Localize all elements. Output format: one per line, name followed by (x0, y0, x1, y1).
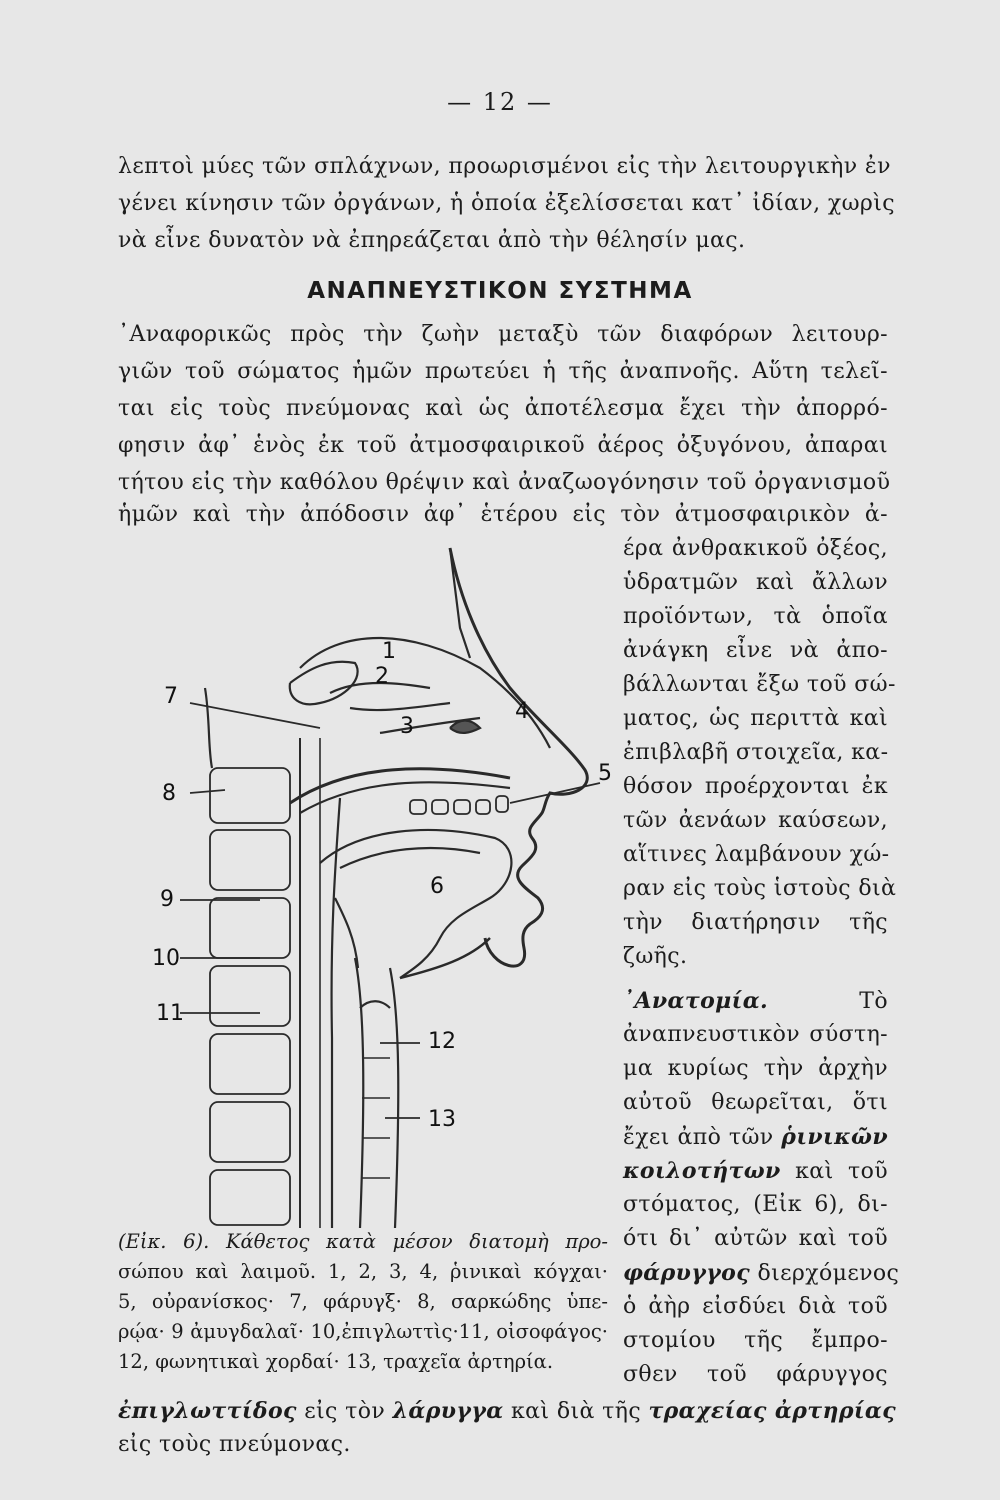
figure-label-9: 9 (160, 887, 174, 912)
term-larygga: λάρυγγα (392, 1398, 504, 1424)
figure-label-3: 3 (400, 714, 414, 739)
column-line-5: βάλλωνται ἔξω τοῦ σώ- (623, 672, 896, 697)
anatomy-line-6: στόματος, (Εἰκ 6), δι- (623, 1192, 888, 1217)
intro-line-1: λεπτοὶ μύες τῶν σπλάχνων, προωρισμένοι εἰς τὴν λειτουργικὴν ἐν (118, 154, 891, 179)
caption-line-4: ρῴα· 9 ἀμυγδαλαῖ· 10,ἐπιγλωττὶς·11, οἰσοφάγος· (118, 1320, 608, 1343)
body-line-6: ἡμῶν καὶ τὴν ἀπόδοσιν ἀφ᾽ ἑτέρου εἰς τὸν ἀτμοσφαιρικὸν ἀ- (118, 502, 888, 527)
figure-label-6: 6 (430, 874, 444, 899)
figure-label-12: 12 (428, 1029, 456, 1054)
figure-label-4: 4 (515, 699, 529, 724)
figure-label-8: 8 (162, 781, 176, 806)
figure-label-11: 11 (156, 1001, 184, 1026)
body-line-1: ᾿Αναφορικῶς πρὸς τὴν ζωὴν μεταξὺ τῶν διαφόρων λειτουρ- (118, 322, 888, 347)
figure-label-5: 5 (598, 761, 612, 786)
final-text-2: καὶ διὰ τῆς (511, 1399, 642, 1424)
column-line-6: ματος, ὡς περιττὰ καὶ (623, 706, 888, 731)
anatomy-line-9: ὁ ἀὴρ εἰσδύει διὰ τοῦ (623, 1294, 888, 1319)
figure-label-2: 2 (375, 664, 389, 689)
intro-line-3: νὰ εἶνε δυνατὸν νὰ ἐπηρεάζεται ἀπὸ τὴν θέλησίν μας. (118, 228, 746, 253)
term-tracheias: τραχείας ἀρτηρίας (648, 1398, 897, 1424)
anatomy-line-11: σθεν τοῦ φάρυγγος (623, 1362, 888, 1387)
column-line-4: ἀνάγκη εἶνε νὰ ἀπο- (623, 638, 888, 663)
section-heading: ΑΝΑΠΝΕΥΣΤΙΚΟΝ ΣΥΣΤΗΜΑ (307, 278, 693, 304)
anatomy-line-8-text: διερχόμενος (757, 1261, 900, 1286)
anatomy-line-4 (623, 1120, 888, 1155)
figure-label-1: 1 (382, 639, 396, 664)
anatomy-line-2: μα κυρίως τὴν ἀρχὴν (623, 1056, 888, 1081)
column-line-11: ραν εἰς τοὺς ἱστοὺς διὰ (623, 876, 897, 901)
column-line-12: τὴν διατήρησιν τῆς (623, 910, 888, 935)
final-text-1: εἰς τὸν (304, 1399, 386, 1424)
anatomy-first-word: Τὸ (859, 989, 888, 1014)
column-line-7: ἐπιβλαβῆ στοιχεῖα, κα- (623, 740, 889, 765)
figure-label-10: 10 (152, 946, 180, 971)
body-line-5: τήτου εἰς τὴν καθόλου θρέψιν καὶ ἀναζωογόνησιν τοῦ ὀργανισμοῦ (118, 470, 891, 495)
anatomy-figure (150, 538, 620, 1228)
final-line-2: εἰς τοὺς πνεύμονας. (118, 1432, 351, 1457)
body-line-2: γιῶν τοῦ σώματος ἡμῶν πρωτεύει ἡ τῆς ἀναπνοῆς. Αὕτη τελεῖ- (118, 359, 888, 384)
sagittal-section-drawing (150, 538, 620, 1228)
anatomy-first-line (623, 984, 888, 1019)
column-line-2: ὑδρατμῶν καὶ ἄλλων (623, 570, 888, 595)
anatomy-line-10: στομίου τῆς ἔμπρο- (623, 1328, 888, 1353)
column-line-1: έρα ἀνθρακικοῦ ὀξέος, (623, 536, 888, 561)
anatomy-line-4-text: ἔχει ἀπὸ τῶν (623, 1125, 774, 1150)
page-number: — 12 — (447, 88, 553, 116)
body-line-3: ται εἰς τοὺς πνεύμονας καὶ ὡς ἀποτέλεσμα ἔχει τὴν ἀπορρό- (118, 396, 888, 421)
column-line-13: ζωῆς. (623, 944, 688, 969)
caption-line-2: σώπου καὶ λαιμοῦ. 1, 2, 3, 4, ῥινικαὶ κόγχαι· (118, 1260, 608, 1283)
anatomy-heading: ᾿Ανατομία. (623, 988, 769, 1014)
term-rinikon: ῥινικῶν (781, 1124, 888, 1150)
anatomy-line-5-text: καὶ τοῦ (795, 1159, 888, 1184)
term-farygos: φάρυγγος (623, 1260, 751, 1286)
caption-line-5: 12, φωνητικαὶ χορδαί· 13, τραχεῖα ἀρτηρία. (118, 1350, 554, 1373)
figure-label-7: 7 (164, 684, 178, 709)
anatomy-line-3: αὐτοῦ θεωρεῖται, ὅτι (623, 1090, 888, 1115)
column-line-9: τῶν ἀενάων καύσεων, (623, 808, 888, 833)
column-line-10: αἵτινες λαμβάνουν χώ- (623, 842, 890, 867)
intro-line-2: γένει κίνησιν τῶν ὀργάνων, ἡ ὁποία ἐξελίσσεται κατ᾽ ἰδίαν, χωρὶς (118, 191, 896, 216)
term-epiglottidos: ἐπιγλωττίδος (118, 1398, 297, 1424)
caption-line-1: (Εἰκ. 6). Κάθετος κατὰ μέσον διατομὴ προ- (118, 1230, 608, 1253)
anatomy-line-1: ἀναπνευστικὸν σύστη- (623, 1022, 888, 1047)
term-koilotiton: κοιλοτήτων (623, 1158, 781, 1184)
caption-line-3: 5, οὐρανίσκος· 7, φάρυγξ· 8, σαρκώδης ὑπε- (118, 1290, 608, 1313)
anatomy-line-5 (623, 1154, 888, 1189)
final-line-1 (118, 1394, 897, 1429)
figure-label-13: 13 (428, 1107, 456, 1132)
anatomy-line-8 (623, 1256, 900, 1291)
column-line-8: θόσον προέρχονται ἐκ (623, 774, 888, 799)
anatomy-line-7: ότι δι᾽ αὐτῶν καὶ τοῦ (623, 1226, 888, 1251)
body-line-4: φησιν ἀφ᾽ ἑνὸς ἐκ τοῦ ἀτμοσφαιρικοῦ ἀέρος ὀξυγόνου, ἀπαραι (118, 433, 888, 458)
column-line-3: προϊόντων, τὰ ὁποῖα (623, 604, 888, 629)
